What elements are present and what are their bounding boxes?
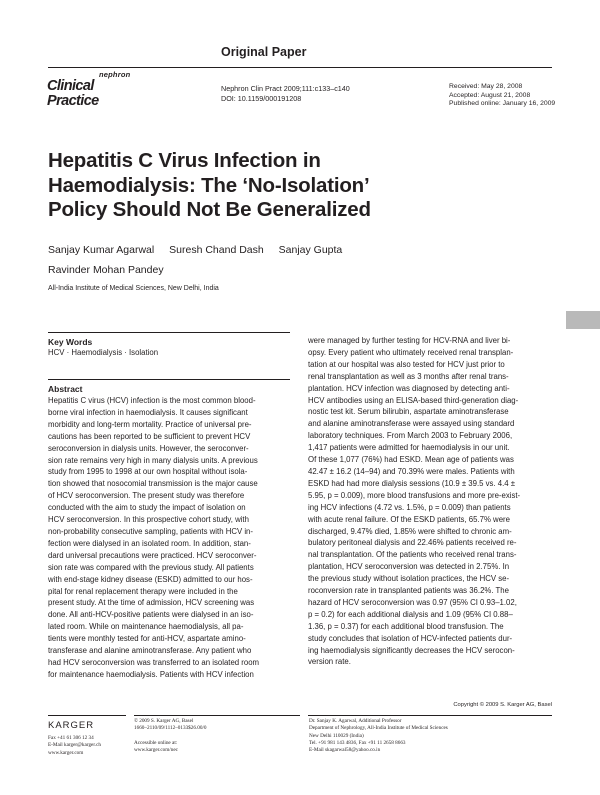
text-line: nostic test kit. Serum bilirubin, aspartate aminotransferase — [308, 407, 509, 417]
text-line: pital for renal replacement therapy were included in the — [48, 586, 238, 596]
logo-clinical-text: Clinical — [47, 78, 94, 94]
text-line: transferase and alanine aminotransferase. Any patient who — [48, 646, 252, 656]
text-line: www.karger.com/nec — [134, 747, 178, 754]
publisher-logo[interactable]: KARGER — [48, 720, 95, 731]
text-line: opsy. Every patient who ultimately received renal transplan- — [308, 347, 514, 357]
author-list — [48, 241, 508, 280]
author-name[interactable]: Sanjay Gupta — [278, 244, 343, 256]
author-name[interactable]: Ravinder Mohan Pandey — [48, 263, 164, 276]
text-line: the previous study without isolation practices, the HCV se- — [308, 574, 510, 584]
text-line: nal transplantation. Of the patients who received renal trans- — [308, 550, 517, 560]
abstract-column-left — [48, 395, 290, 681]
text-line: with end-stage kidney disease (ESKD) admitted to our hos- — [48, 574, 253, 584]
text-line: Department of Nephrology, All-India Institute of Medical Sciences — [309, 725, 448, 732]
text-line: bulatory peritoneal dialysis and 22.46% patients received re- — [308, 538, 517, 548]
text-line: morbidity and long-term mortality. Practice of universal pre- — [48, 419, 252, 429]
text-line: www.karger.com — [48, 749, 84, 756]
published-date: Published online: January 16, 2009 — [449, 100, 556, 108]
publisher-contact — [48, 735, 101, 757]
text-line: E-Mail karger@karger.ch — [48, 742, 101, 749]
keywords-heading: Key Words — [48, 337, 93, 347]
text-line: Fax +41 61 306 12 34 — [48, 735, 94, 741]
text-line: tients were monthly tested for anti-HCV, aspartate amino- — [48, 634, 246, 644]
title-line: Haemodialysis: The ‘No-Isolation’ — [48, 173, 370, 197]
text-line: Of these 1,077 (76%) had ESKD. Mean age of patients was — [308, 455, 514, 465]
text-line: New Delhi 110029 (India) — [309, 732, 364, 739]
abstract-heading: Abstract — [48, 384, 83, 394]
text-line: HCV seroconversion. In this prospective cohort study, with — [48, 515, 249, 525]
affiliation: All-India Institute of Medical Sciences, New Delhi, India — [48, 285, 219, 292]
text-line: plantation, HCV seroconversion was detected in 2.75%. In — [308, 562, 510, 572]
copyright-notice: Copyright © 2009 S. Karger AG, Basel — [453, 702, 552, 708]
text-line: Tel. +91 981 143 4836, Fax +91 11 2658 8663 — [309, 739, 406, 746]
text-line: renal transplantation as well as 3 months after renal trans- — [308, 371, 509, 381]
text-line: for maintenance haemodialysis. Patients with HCV infection — [48, 669, 254, 679]
author-name[interactable]: Sanjay Kumar Agarwal — [48, 244, 155, 256]
publisher-info — [134, 718, 206, 754]
title-line: Policy Should Not Be Generalized — [48, 198, 371, 221]
logo-practice-text: Practice — [47, 93, 99, 109]
keywords-rule — [48, 332, 290, 333]
text-line: version rate. — [308, 657, 351, 667]
text-line: tation at our hospital was also tested for HCV just prior to — [308, 359, 505, 369]
text-line: 5.95, p = 0.009), more blood transfusions and more pre-exist- — [308, 490, 521, 500]
abstract-rule — [48, 379, 290, 380]
dates-block — [449, 83, 555, 109]
text-line: were managed by further testing for HCV-RNA and liver bi- — [308, 336, 511, 345]
received-date: Received: May 28, 2008 — [449, 83, 523, 90]
section-label: Original Paper — [221, 45, 307, 59]
accepted-date: Accepted: August 21, 2008 — [449, 91, 531, 99]
correspondence-address — [309, 718, 448, 754]
text-line: discharged, 9.47% died, 1.85% were shifted to chronic am- — [308, 526, 512, 536]
doi[interactable]: DOI: 10.1159/000191208 — [221, 94, 302, 103]
header-rule — [48, 67, 552, 68]
text-line: E-Mail skagarwal58@yahoo.co.in — [309, 747, 381, 754]
side-tab-marker — [566, 311, 600, 329]
text-line: seroconversion in dialysis units. However, the seroconver- — [48, 443, 249, 453]
text-line: laboratory techniques. From March 2003 to February 2006, — [308, 431, 513, 441]
text-line: study from 1995 to 1998 at our own hospital without isola- — [48, 467, 248, 477]
text-line — [134, 733, 206, 740]
abstract-column-right — [308, 335, 552, 668]
keywords-list: HCV · Haemodialysis · Isolation — [48, 348, 159, 357]
text-line: plantation. HCV infection was diagnosed by detecting anti- — [308, 383, 510, 393]
text-line: borne viral infection in haemodialysis. It causes significant — [48, 407, 248, 417]
text-line: cautions has been reported to be sufficient to prevent HCV — [48, 431, 251, 441]
text-line: tion showed that nosocomial transmission is the major cause — [48, 479, 258, 489]
author-name[interactable]: Suresh Chand Dash — [169, 244, 264, 256]
text-line: sion rate was compared with the previous study. All patients — [48, 562, 254, 572]
text-line: sion rate remains very high in many dialysis units. A previous — [48, 455, 258, 465]
text-line: HCV antibodies using an ELISA-based third-generation diag- — [308, 395, 519, 405]
text-line: 1,417 patients were admitted for haemodialysis in our unit. — [308, 443, 510, 453]
text-line: conducted with the aim to study the impact of isolation on — [48, 503, 246, 513]
text-line: of HCV seroconversion. The present study was therefore — [48, 491, 245, 501]
journal-citation: Nephron Clin Pract 2009;111:c133–c140 — [221, 84, 350, 93]
text-line: non-probability consecutive sampling, patients with HCV in- — [48, 526, 253, 536]
article-title — [48, 149, 468, 223]
text-line: 1660–2110/09/1112–0133$26.00/0 — [134, 725, 207, 732]
text-line: fection were dialysed in an isolated room. In addition, stan- — [48, 538, 251, 548]
text-line: present study. At the time of admission, HCV screening was — [48, 598, 255, 608]
footer-rule — [48, 715, 126, 716]
logo-nephron-text: nephron — [99, 70, 131, 79]
text-line: © 2009 S. Karger AG, Basel — [134, 718, 194, 724]
text-line: had HCV seroconversion was transferred to an isolated room — [48, 657, 260, 667]
text-line: dard universal precautions were practiced. HCV seroconver- — [48, 550, 257, 560]
text-line: with acute renal failure. Of the ESKD patients, 65.7% were — [308, 514, 510, 524]
footer-rule — [308, 715, 552, 716]
text-line: ing haemodialysis significantly decreases the HCV serocon- — [308, 645, 515, 655]
text-line: study concludes that isolation of HCV-infected patients dur- — [308, 633, 513, 643]
text-line: Hepatitis C virus (HCV) infection is the most common blood- — [48, 396, 256, 405]
text-line: hazard of HCV seroconversion was 0.97 (95% CI 0.93–1.02, — [308, 597, 517, 607]
text-line: lated room. While on maintenance haemodialysis, all pa- — [48, 622, 244, 632]
footer-rule — [134, 715, 300, 716]
text-line: roconversion rate in transplanted patients was 36.2%. The — [308, 586, 509, 596]
text-line: 42.47 ± 16.2 (14–94) and 70.39% were males. Patients with — [308, 466, 515, 476]
title-line: Hepatitis C Virus Infection in — [48, 149, 321, 172]
text-line: Dr. Sanjay K. Agarwal, Additional Professor — [309, 718, 402, 724]
text-line: ESKD had had more dialysis sessions (10.9 ± 39.5 vs. 4.4 ± — [308, 478, 516, 488]
text-line: and alanine aminotransferase were assayed using standard — [308, 419, 515, 429]
text-line: Accessible online at: — [134, 739, 178, 746]
text-line: 1.36, p = 0.37) for each additional blood transfusion. The — [308, 621, 504, 631]
text-line: p = 0.2) for each additional dialysis and 1.09 (95% CI 0.88– — [308, 609, 513, 619]
citation-block — [221, 84, 350, 104]
text-line: ing HCV infections (4.72 vs. 1.5%, p = 0.009) than patients — [308, 502, 511, 512]
text-line: done. All anti-HCV-positive patients were dialysed in an iso- — [48, 610, 254, 620]
